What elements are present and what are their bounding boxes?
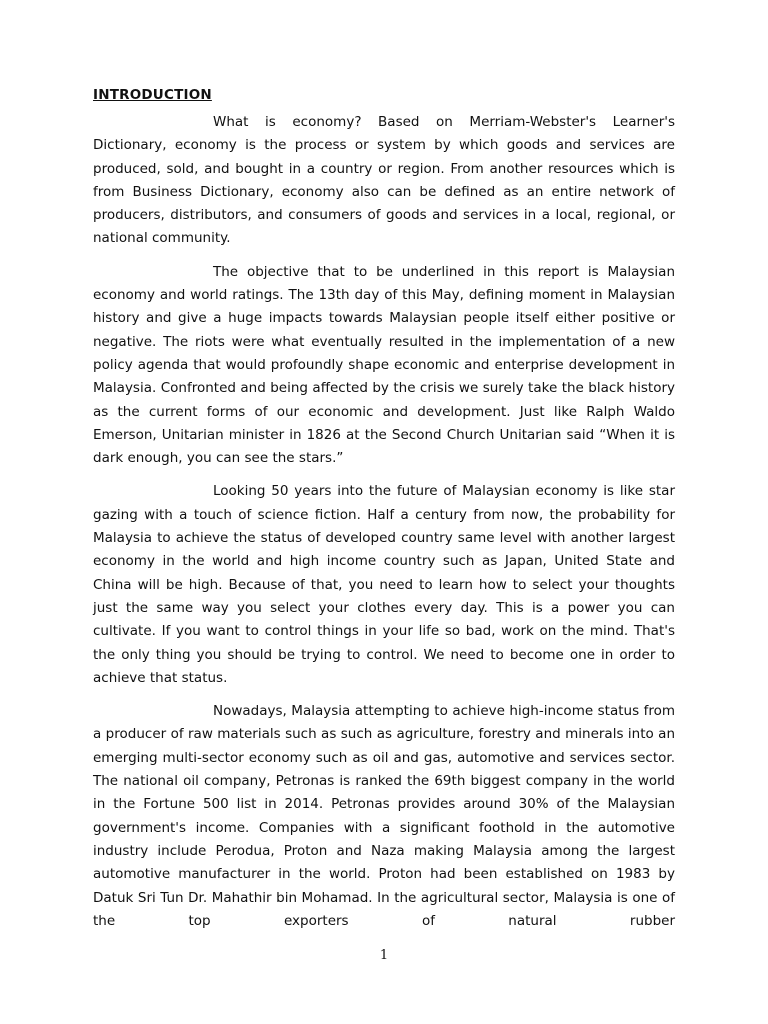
section-heading: INTRODUCTION (93, 87, 212, 103)
paragraph-4: Nowadays, Malaysia attempting to achieve high-income status from a producer of raw materials such as such as agriculture, forestry and minerals into an emerging multi-sector economy such as oil and gas, automotive and services sector. The national oil company, Petronas is ranked the 69th biggest company in the world in the Fortune 500 list in 2014. Petronas provides around 30% of the Malaysian government's income. Companies with a significant foothold in the automotive industry include Perodua, Proton and Naza making Malaysia among the largest automotive manufacturer in the world. Proton had been established on 1983 by Datuk Sri Tun Dr. Mahathir bin Mohamad. In the agricultural sector, Malaysia is one of the top exporters of natural rubber (93, 703, 675, 929)
paragraph-2: The objective that to be underlined in this report is Malaysian economy and world ratings. The 13th day of this May, defining moment in Malaysian history and give a huge impacts towards Malaysian people itself either positive or negative. The riots were what eventually resulted in the implementation of a new policy agenda that would profoundly shape economic and enterprise development in Malaysia. Confronted and being affected by the crisis we surely take the black history as the current forms of our economic and development. Just like Ralph Waldo Emerson, Unitarian minister in 1826 at the Second Church Unitarian said “When it is dark enough, you can see the stars.” (93, 263, 675, 467)
paragraph-3: Looking 50 years into the future of Malaysian economy is like star gazing with a touch of science fiction. Half a century from now, the probability for Malaysia to achieve the status of developed country same level with another largest economy in the world and high income country such as Japan, United State and China will be high. Because of that, you need to learn how to select your thoughts just the same way you select your clothes every day. This is a power you can cultivate. If you want to control things in your life so bad, work on the mind. That's the only thing you should be trying to control. We need to become one in order to achieve that status. (93, 483, 675, 686)
page-number: 1 (379, 948, 389, 963)
document-page (93, 85, 675, 933)
paragraph-1: What is economy? Based on Merriam-Webster's Learner's Dictionary, economy is the process or system by which goods and services are produced, sold, and bought in a country or region. From another resources which is from Business Dictionary, economy also can be defined as an entire network of producers, distributors, and consumers of goods and services in a local, regional, or national community. (93, 114, 675, 247)
